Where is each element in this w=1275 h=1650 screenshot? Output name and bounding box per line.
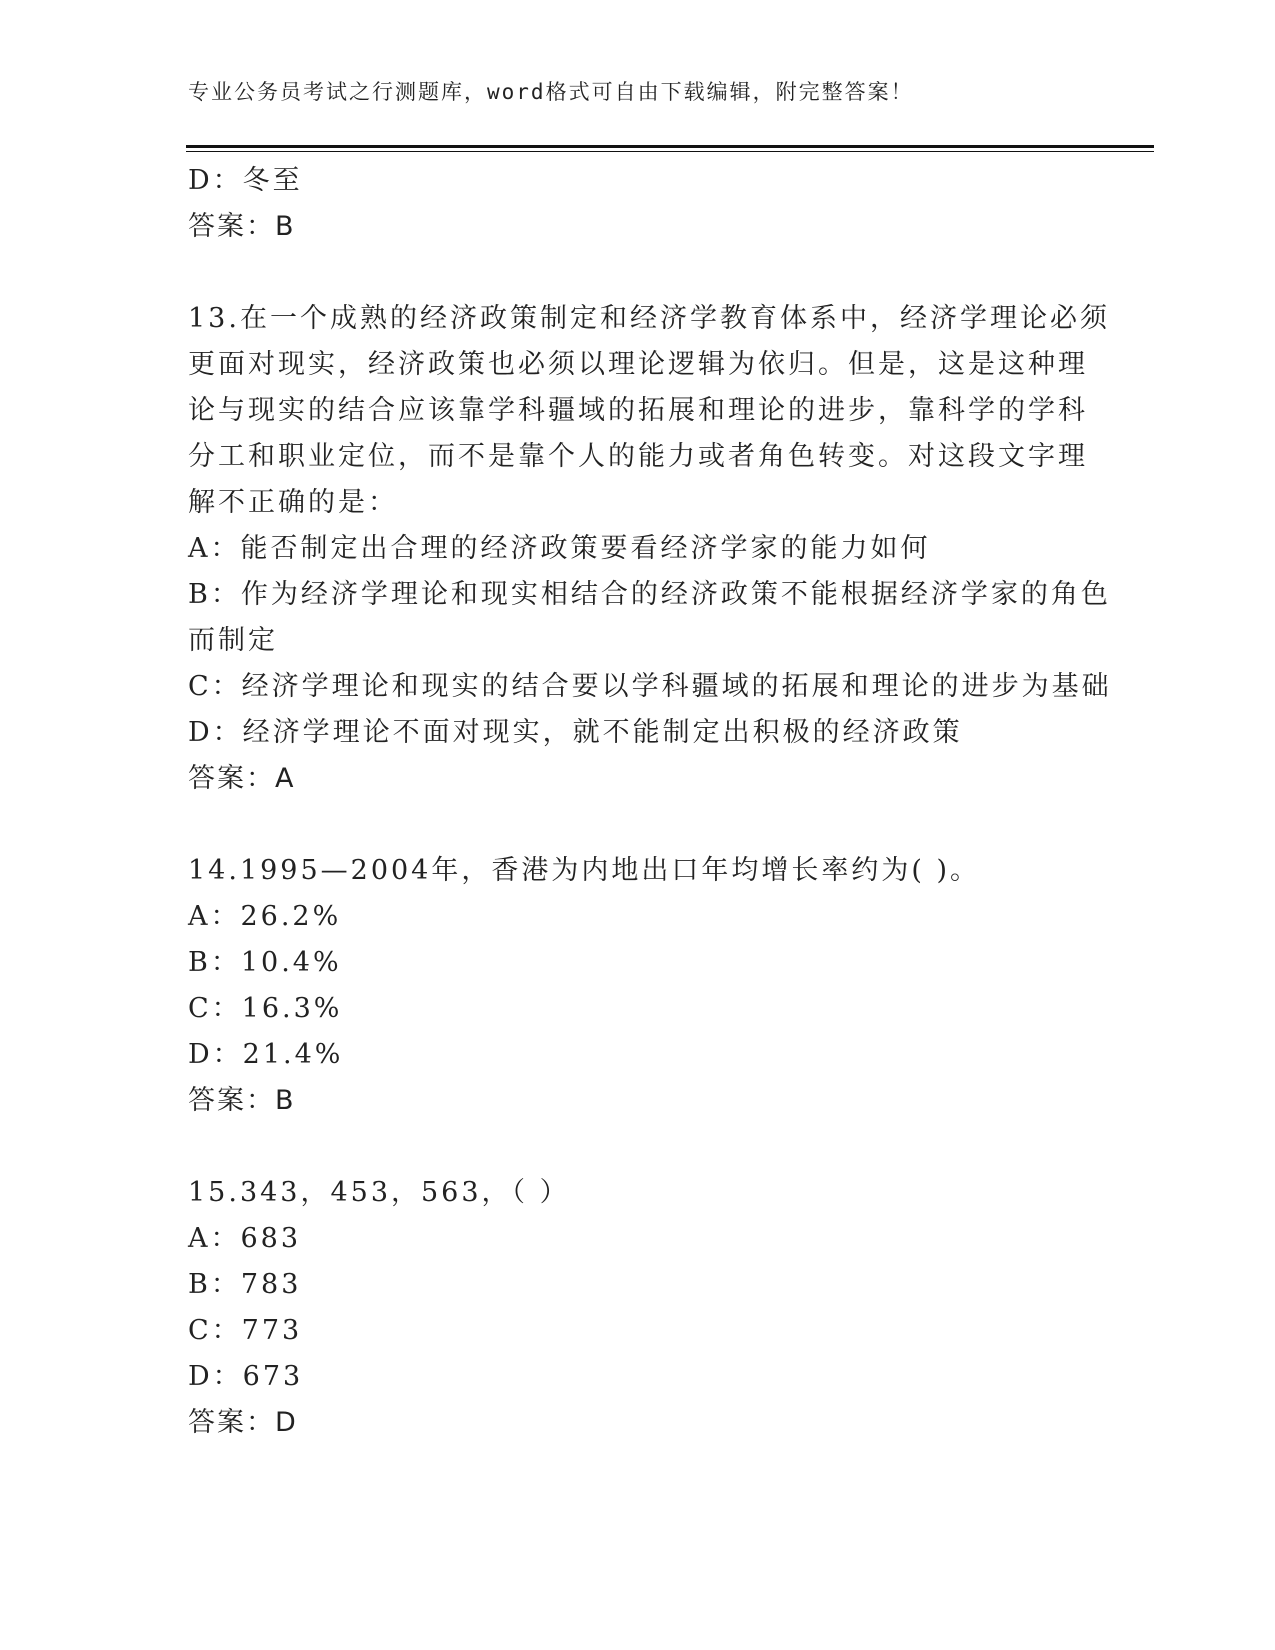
- q14-option-a: A：26.2%: [188, 901, 342, 932]
- spacer: [188, 1124, 1088, 1170]
- q15-text: 15.343，453，563，（ ）: [188, 1177, 570, 1208]
- q14-option-b: B：10.4%: [188, 947, 342, 978]
- prev-option-d: D：冬至: [188, 165, 303, 196]
- header-rule-thick: [186, 145, 1154, 148]
- question-content: [188, 158, 1112, 1446]
- question-13: [188, 296, 1112, 802]
- q15-option-a: A：683: [188, 1223, 302, 1254]
- q13-option-c: C：经济学理论和现实的结合要以学科疆域的拓展和理论的进步为基础: [188, 671, 1112, 702]
- q13-text-line: 分工和职业定位，而不是靠个人的能力或者角色转变。对这段文字理: [188, 441, 1088, 472]
- q13-text-line: 解不正确的是：: [188, 487, 398, 518]
- q15-option-c: C：773: [188, 1315, 303, 1346]
- spacer: [188, 802, 1088, 848]
- q13-text-line: 论与现实的结合应该靠学科疆域的拓展和理论的进步，靠科学的学科: [188, 395, 1088, 426]
- q15-option-b: B：783: [188, 1269, 302, 1300]
- prev-answer: 答案：B: [188, 211, 296, 242]
- header-rule-thin: [186, 151, 1154, 152]
- q13-option-a: A：能否制定出合理的经济政策要看经济学家的能力如何: [188, 533, 931, 564]
- q14-option-d: D：21.4%: [188, 1039, 344, 1070]
- spacer: [188, 250, 1088, 296]
- q13-option-d: D：经济学理论不面对现实，就不能制定出积极的经济政策: [188, 717, 963, 748]
- q15-option-d: D：673: [188, 1361, 304, 1392]
- q14-answer: 答案：B: [188, 1085, 296, 1116]
- question-14: [188, 848, 1088, 1124]
- q14-option-c: C：16.3%: [188, 993, 343, 1024]
- q15-answer: 答案：D: [188, 1407, 298, 1438]
- page-header: 专业公务员考试之行测题库，word格式可自由下载编辑，附完整答案！: [188, 80, 914, 104]
- q13-text-line: 更面对现实，经济政策也必须以理论逻辑为依归。但是，这是这种理: [188, 349, 1088, 380]
- q13-text-line: 13.在一个成熟的经济政策制定和经济学教育体系中，经济学理论必须: [188, 303, 1110, 334]
- question-15: [188, 1170, 1088, 1446]
- q14-text: 14.1995—2004年，香港为内地出口年均增长率约为( )。: [188, 855, 981, 886]
- q13-answer: 答案：A: [188, 763, 296, 794]
- q13-option-b: B：作为经济学理论和现实相结合的经济政策不能根据经济学家的角色: [188, 579, 1111, 610]
- q13-option-b-cont: 而制定: [188, 625, 278, 656]
